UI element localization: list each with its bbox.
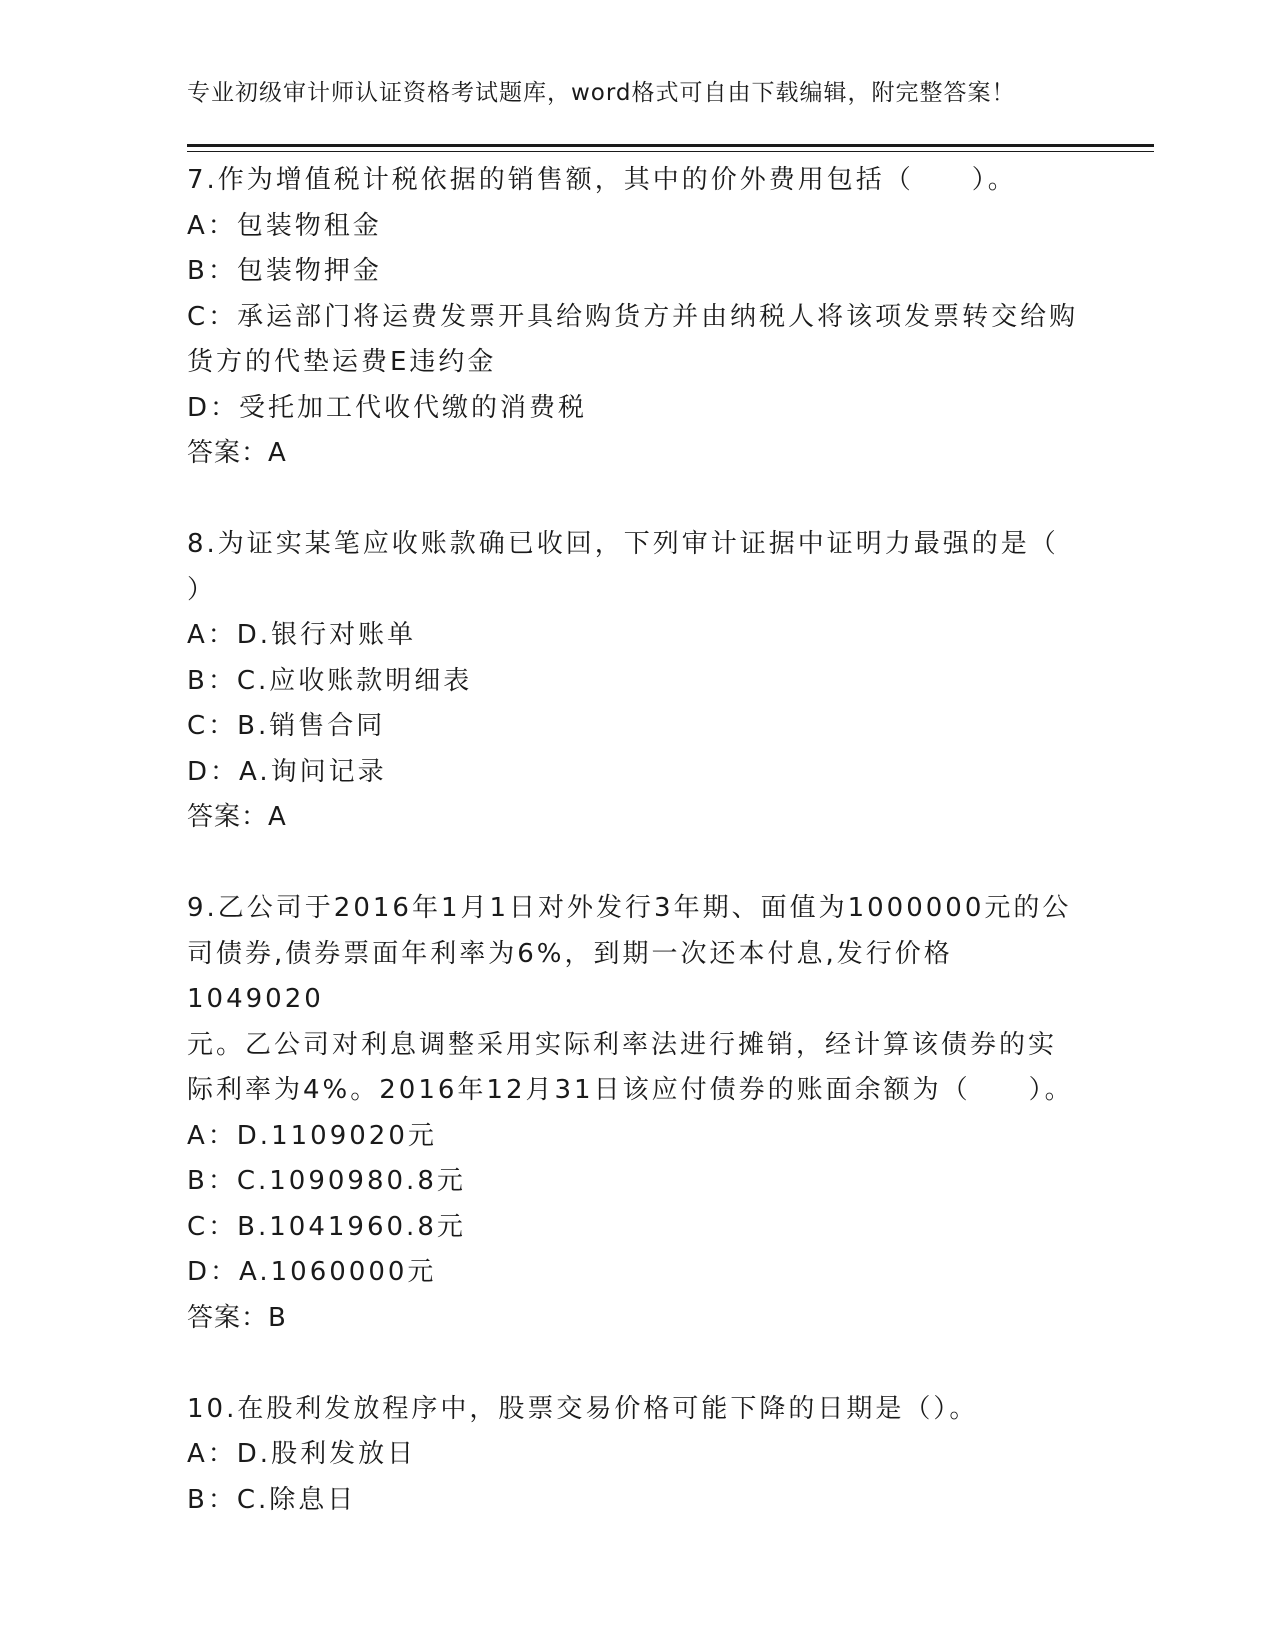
question-stem: 9.乙公司于2016年1月1日对外发行3年期、面值为1000000元的公 [187,893,1072,923]
answer: 答案：A [187,802,287,832]
option-b: B：C.除息日 [187,1484,357,1515]
option-b: B：C.应收账款明细表 [187,665,473,696]
option-c: C：B.1041960.8元 [187,1211,466,1242]
option-c-continued: 货方的代垫运费E违约金 [187,347,497,377]
question-9 [187,886,1077,1341]
question-stem-continued: 际利率为4%。2016年12月31日该应付债券的账面余额为（ ）。 [187,1075,1074,1105]
option-d: D：A.1060000元 [187,1257,437,1287]
header-divider-thin [187,151,1154,152]
option-d: D：受托加工代收代缴的消费税 [187,392,588,423]
option-b: B：C.1090980.8元 [187,1166,466,1196]
question-stem-continued: ） [187,574,217,605]
page-header: 专业初级审计师认证资格考试题库，word格式可自由下载编辑，附完整答案！ [187,80,1016,106]
option-a: A：包装物租金 [187,210,382,241]
option-a: A：D.股利发放日 [187,1439,417,1469]
question-stem: 7.作为增值税计税依据的销售额，其中的价外费用包括（ ）。 [187,165,1017,195]
question-stem: 10.在股利发放程序中，股票交易价格可能下降的日期是（）。 [187,1393,979,1424]
option-c: C：承运部门将运费发票开具给购货方并由纳税人将该项发票转交给购 [187,301,1079,332]
question-list [187,158,1077,1523]
option-a: A：D.1109020元 [187,1120,437,1151]
question-10 [187,1387,1077,1524]
option-c: C：B.销售合同 [187,711,386,741]
answer: 答案：B [187,1302,287,1333]
question-stem-continued: 元。乙公司对利息调整采用实际利率法进行摊销，经计算该债券的实 [187,1029,1058,1060]
option-d: D：A.询问记录 [187,756,387,787]
question-stem: 8.为证实某笔应收账款确已收回，下列审计证据中证明力最强的是（ [187,529,1059,559]
answer: 答案：A [187,438,287,468]
question-7 [187,158,1077,477]
header-divider [187,144,1154,147]
question-stem-continued: 司债券,债券票面年利率为6%，到期一次还本付息,发行价格1049020 [187,938,953,1014]
question-8 [187,522,1077,841]
option-a: A：D.银行对账单 [187,620,417,650]
option-b: B：包装物押金 [187,256,382,286]
